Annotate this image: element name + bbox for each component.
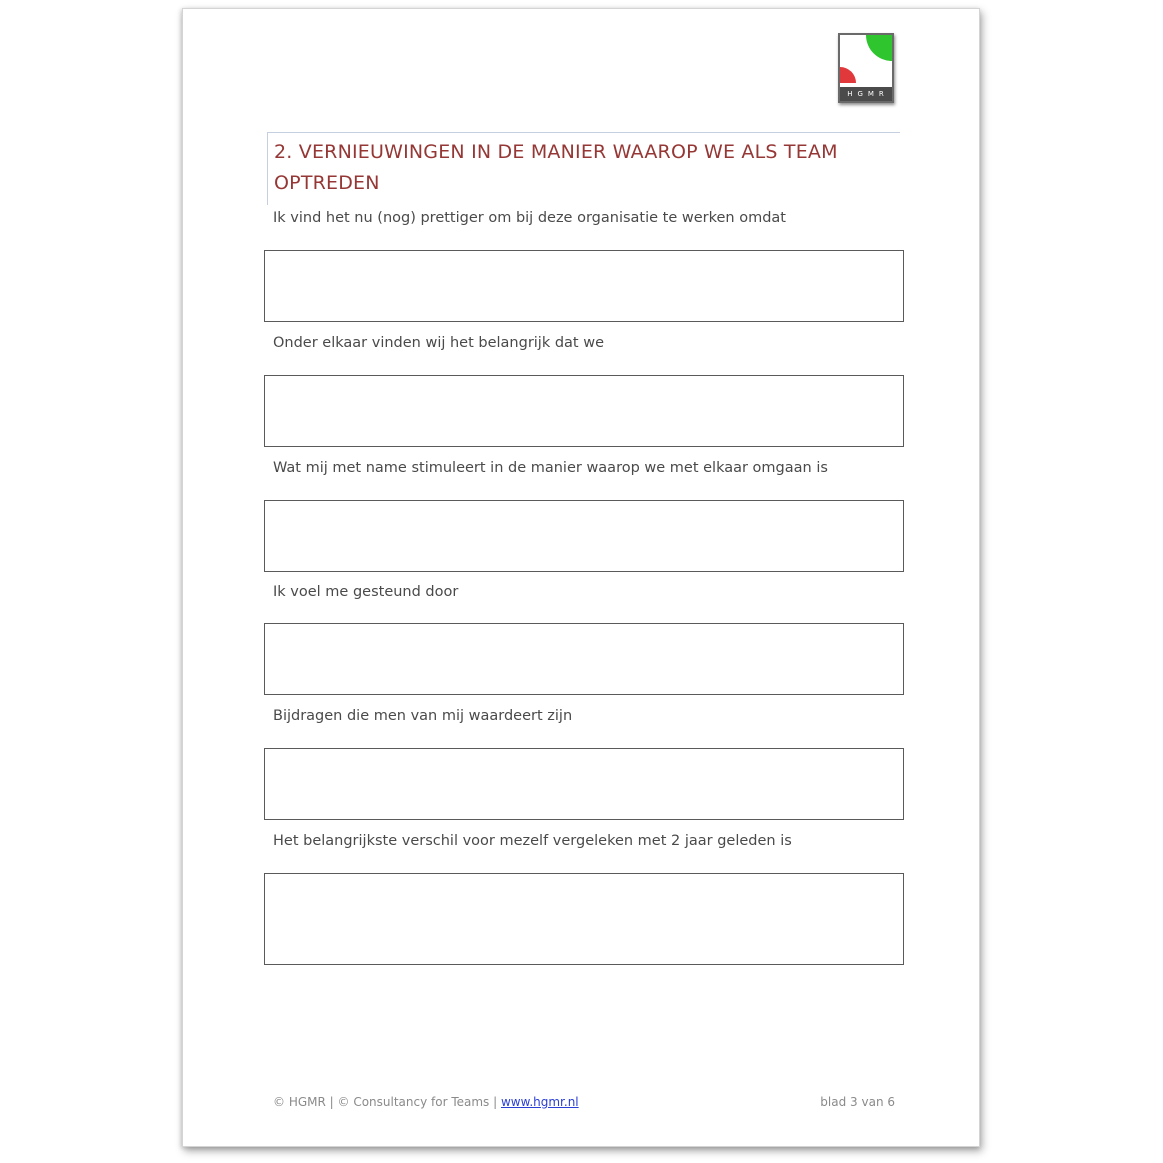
footer-copyright-text: © HGMR | © Consultancy for Teams | <box>273 1095 498 1109</box>
question-label-1: Ik vind het nu (nog) prettiger om bij deze organisatie te werken omdat <box>273 210 786 226</box>
answer-box-1[interactable] <box>264 250 904 322</box>
answer-box-5[interactable] <box>264 748 904 820</box>
document-page <box>182 8 980 1147</box>
answer-box-2[interactable] <box>264 375 904 447</box>
question-label-4: Ik voel me gesteund door <box>273 584 459 600</box>
logo-red-quarter-circle <box>840 67 856 83</box>
question-label-6: Het belangrijkste verschil voor mezelf vergeleken met 2 jaar geleden is <box>273 833 792 849</box>
section-heading: 2. VERNIEUWINGEN IN DE MANIER WAAROP WE ALS TEAM OPTREDEN <box>274 141 838 194</box>
question-label-3: Wat mij met name stimuleert in de manier waarop we met elkaar omgaan is <box>273 460 828 476</box>
footer-website-link[interactable]: www.hgmr.nl <box>500 1095 579 1109</box>
hgmr-logo <box>838 33 894 103</box>
question-label-2: Onder elkaar vinden wij het belangrijk dat we <box>273 335 605 351</box>
answer-box-6[interactable] <box>264 873 904 965</box>
logo-green-quarter-circle <box>866 35 892 61</box>
answer-box-4[interactable] <box>264 623 904 695</box>
page-indicator: blad 3 van 6 <box>820 1095 895 1109</box>
footer-copyright <box>273 1095 579 1109</box>
section-heading-frame <box>267 132 900 205</box>
logo-text: HGMR <box>840 87 892 101</box>
answer-box-3[interactable] <box>264 500 904 572</box>
question-label-5: Bijdragen die men van mij waardeert zijn <box>273 708 573 724</box>
